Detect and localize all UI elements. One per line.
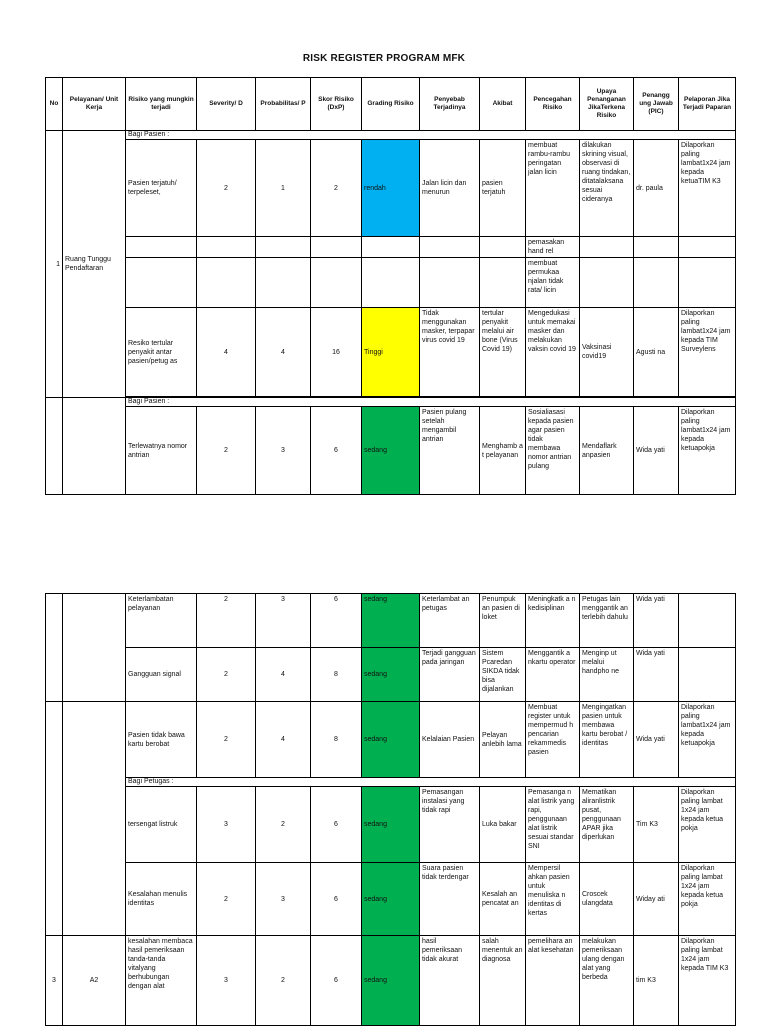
prevention-cell: Membuat register untuk mempermud h pencarian rekammedis pasien — [526, 702, 580, 778]
severity-cell: 2 — [197, 140, 256, 237]
probability-cell: 4 — [256, 702, 311, 778]
effect-cell: tertular penyakit melalui air bone (Virus Covid 19) — [480, 308, 526, 397]
prevention-cell: pemelihara an alat kesehatan — [526, 936, 580, 1026]
probability-cell: 4 — [256, 648, 311, 702]
header-handling: Upaya Penanganan JikaTerkena Risiko — [580, 78, 634, 131]
grading-cell: Tinggi — [362, 308, 420, 397]
handling-cell: melakukan pemeriksaan ulang dengan alat yang berbeda — [580, 936, 634, 1026]
probability-cell: 3 — [256, 407, 311, 495]
effect-cell: pasien terjatuh — [480, 140, 526, 237]
severity-cell: 4 — [197, 308, 256, 397]
cause-cell: Keterlambat an petugas — [420, 594, 480, 648]
header-report: Pelaporan Jika Terjadi Paparan — [679, 78, 736, 131]
probability-cell: 3 — [256, 863, 311, 936]
effect-cell: Sistem Pcaredan SIKDA tidak bisa dijalankan — [480, 648, 526, 702]
probability-cell: 1 — [256, 140, 311, 237]
prevention-cell: Mengedukasi untuk memakai masker dan melakukan vaksin covid 19 — [526, 308, 580, 397]
score-cell: 8 — [311, 648, 362, 702]
risk-cell: Kesalahan menulis identitas — [126, 863, 197, 936]
section-label: Bagi Pasien : — [126, 398, 736, 407]
cause-cell: hasil pemeriksaan tidak akurat — [420, 936, 480, 1026]
cause-cell: Jalan licin dan menurun — [420, 140, 480, 237]
risk-cell: kesalahan membaca hasil pemeriksaan tanda-tanda vitalyang berhubungan dengan alat — [126, 936, 197, 1026]
risk-cell: tersengat listruk — [126, 787, 197, 863]
prevention-cell: Menggantik a nkartu operator — [526, 648, 580, 702]
cause-cell: Tidak menggunakan masker, terpapar virus covid 19 — [420, 308, 480, 397]
report-cell: Dilaporkan paling lambat1x24 jam kepada TIM Surveylens — [679, 308, 736, 397]
report-cell — [679, 648, 736, 702]
handling-cell: dilakukan skrining visual, observasi di ruang tindakan, ditatalaksana sesuai cideranya — [580, 140, 634, 237]
grading-cell: sedang — [362, 936, 420, 1026]
report-cell: Dilaporkan paling lambat1x24 jam kepada ketuaTIM K3 — [679, 140, 736, 237]
severity-cell: 2 — [197, 407, 256, 495]
table-row — [46, 787, 736, 863]
header-risk: Risiko yang mungkin terjadi — [126, 78, 197, 131]
score-cell: 6 — [311, 936, 362, 1026]
effect-cell: salah menentuk an diagnosa — [480, 936, 526, 1026]
table-row — [46, 936, 736, 1026]
score-cell: 16 — [311, 308, 362, 397]
handling-cell: Mengingatkan pasien untuk membawa kartu berobat / identitas — [580, 702, 634, 778]
pic-cell: Wida yati — [634, 702, 679, 778]
risk-cell: Gangguan signal — [126, 648, 197, 702]
row-number: 1 — [46, 131, 63, 398]
severity-cell: 2 — [197, 594, 256, 648]
grading-cell: sedang — [362, 407, 420, 495]
prevention-cell: membuat permukaa njalan tidak rata/ licin — [526, 258, 580, 308]
severity-cell: 2 — [197, 648, 256, 702]
unit-cell: Ruang Tunggu Pendaftaran — [63, 131, 126, 398]
table-row — [46, 648, 736, 702]
pic-cell: Wida yati — [634, 648, 679, 702]
report-cell: Dilaporkan paling lambat1x24 jam kepada ketuapokja — [679, 407, 736, 495]
risk-register-table-page1 — [45, 77, 736, 495]
pic-cell: Wida yati — [634, 407, 679, 495]
grading-cell: sedang — [362, 702, 420, 778]
header-unit: Pelayanan/ Unit Kerja — [63, 78, 126, 131]
risk-cell: Resiko tertular penyakit antar pasien/petug as — [126, 308, 197, 397]
risk-cell: Pasien tidak bawa kartu berobat — [126, 702, 197, 778]
cause-cell: Kelalaian Pasien — [420, 702, 480, 778]
unit-cell: A2 — [63, 936, 126, 1026]
risk-cell: Keterlambatan pelayanan — [126, 594, 197, 648]
table-row — [46, 863, 736, 936]
page-title: RISK REGISTER PROGRAM MFK — [302, 53, 466, 64]
section-label: Bagi Pasien : — [126, 131, 736, 140]
grading-cell: sedang — [362, 594, 420, 648]
header-score: Skor Risiko (DxP) — [311, 78, 362, 131]
handling-cell: Vaksinasi covid19 — [580, 308, 634, 397]
header-cause: Penyebab Terjadinya — [420, 78, 480, 131]
handling-cell: Menginp ut melalui handpho ne — [580, 648, 634, 702]
probability-cell: 4 — [256, 308, 311, 397]
report-cell: Dilaporkan paling lambat 1x24 jam kepada ketua pokja — [679, 787, 736, 863]
header-probability: Probabilitas/ P — [256, 78, 311, 131]
pic-cell: dr. paula — [634, 140, 679, 237]
cause-cell: Pemasangan instalasi yang tidak rapi — [420, 787, 480, 863]
cause-cell: Pasien pulang setelah mengambil antrian — [420, 407, 480, 495]
prevention-cell: Meningkatk a n kedisiplinan — [526, 594, 580, 648]
probability-cell: 3 — [256, 594, 311, 648]
row-number: 3 — [46, 936, 63, 1026]
header-effect: Akibat — [480, 78, 526, 131]
pic-cell: Wida yati — [634, 594, 679, 648]
grading-cell: sedang — [362, 863, 420, 936]
table-row — [46, 258, 736, 308]
score-cell: 6 — [311, 787, 362, 863]
table-row — [46, 407, 736, 495]
report-cell: Dilaporkan paling lambat 1x24 jam kepada TIM K3 — [679, 936, 736, 1026]
header-no: No — [46, 78, 63, 131]
section-label: Bagi Petugas : — [126, 778, 736, 787]
score-cell: 6 — [311, 863, 362, 936]
report-cell — [679, 594, 736, 648]
table-row — [46, 131, 736, 140]
effect-cell: Menghamb a t pelayanan — [480, 407, 526, 495]
effect-cell: Luka bakar — [480, 787, 526, 863]
prevention-cell: membuat rambu-rambu peringatan jalan licin — [526, 140, 580, 237]
prevention-cell: Sosialiasasi kepada pasien agar pasien tidak membawa nomor antrian pulang — [526, 407, 580, 495]
severity-cell: 2 — [197, 863, 256, 936]
risk-register-table-page2 — [45, 593, 736, 1026]
pic-cell: Tim K3 — [634, 787, 679, 863]
grading-cell: sedang — [362, 648, 420, 702]
handling-cell: Mematikan aliranlistrik pusat, penggunaan APAR jika diperlukan — [580, 787, 634, 863]
header-prevention: Pencegahan Risiko — [526, 78, 580, 131]
header-row — [46, 78, 736, 131]
effect-cell: Penumpuk an pasien di loket — [480, 594, 526, 648]
table-row — [46, 702, 736, 778]
handling-cell: Mendaflark anpasien — [580, 407, 634, 495]
prevention-cell: Pemasanga n alat listrik yang rapi, penggunaan alat listrik sesuai standar SNI — [526, 787, 580, 863]
report-cell: Dilaporkan paling lambat 1x24 jam kepada ketua pokja — [679, 863, 736, 936]
severity-cell: 3 — [197, 936, 256, 1026]
risk-cell: Terlewatnya nomor antrian — [126, 407, 197, 495]
probability-cell: 2 — [256, 787, 311, 863]
table-row — [46, 778, 736, 787]
cause-cell: Terjadi gangguan pada jaringan — [420, 648, 480, 702]
severity-cell: 2 — [197, 702, 256, 778]
risk-cell: Pasien terjatuh/ terpeleset, — [126, 140, 197, 237]
grading-cell: sedang — [362, 787, 420, 863]
severity-cell: 3 — [197, 787, 256, 863]
report-cell: Dilaporkan paling lambat1x24 jam kepada ketuapokja — [679, 702, 736, 778]
prevention-cell: pemasakan hand rel — [526, 237, 580, 258]
cause-cell: Suara pasien tidak terdengar — [420, 863, 480, 936]
effect-cell: Pelayan anlebih lama — [480, 702, 526, 778]
handling-cell: Petugas lain menggantik an terlebih dahulu — [580, 594, 634, 648]
score-cell: 8 — [311, 702, 362, 778]
table-row — [46, 237, 736, 258]
score-cell: 6 — [311, 594, 362, 648]
header-pic: Penangg ung Jawab (PIC) — [634, 78, 679, 131]
probability-cell: 2 — [256, 936, 311, 1026]
header-grading: Grading Risiko — [362, 78, 420, 131]
header-severity: Severity/ D — [197, 78, 256, 131]
prevention-cell: Mempersil ahkan pasien untuk menuliska n identitas di kertas — [526, 863, 580, 936]
handling-cell: Croscek ulangdata — [580, 863, 634, 936]
effect-cell: Kesalah an pencatat an — [480, 863, 526, 936]
pic-cell: Agusti na — [634, 308, 679, 397]
table-row — [46, 140, 736, 237]
pic-cell: Widay ati — [634, 863, 679, 936]
score-cell: 2 — [311, 140, 362, 237]
table-row — [46, 308, 736, 397]
table-row — [46, 398, 736, 407]
score-cell: 6 — [311, 407, 362, 495]
table-row — [46, 594, 736, 648]
pic-cell: tim K3 — [634, 936, 679, 1026]
grading-cell: rendah — [362, 140, 420, 237]
